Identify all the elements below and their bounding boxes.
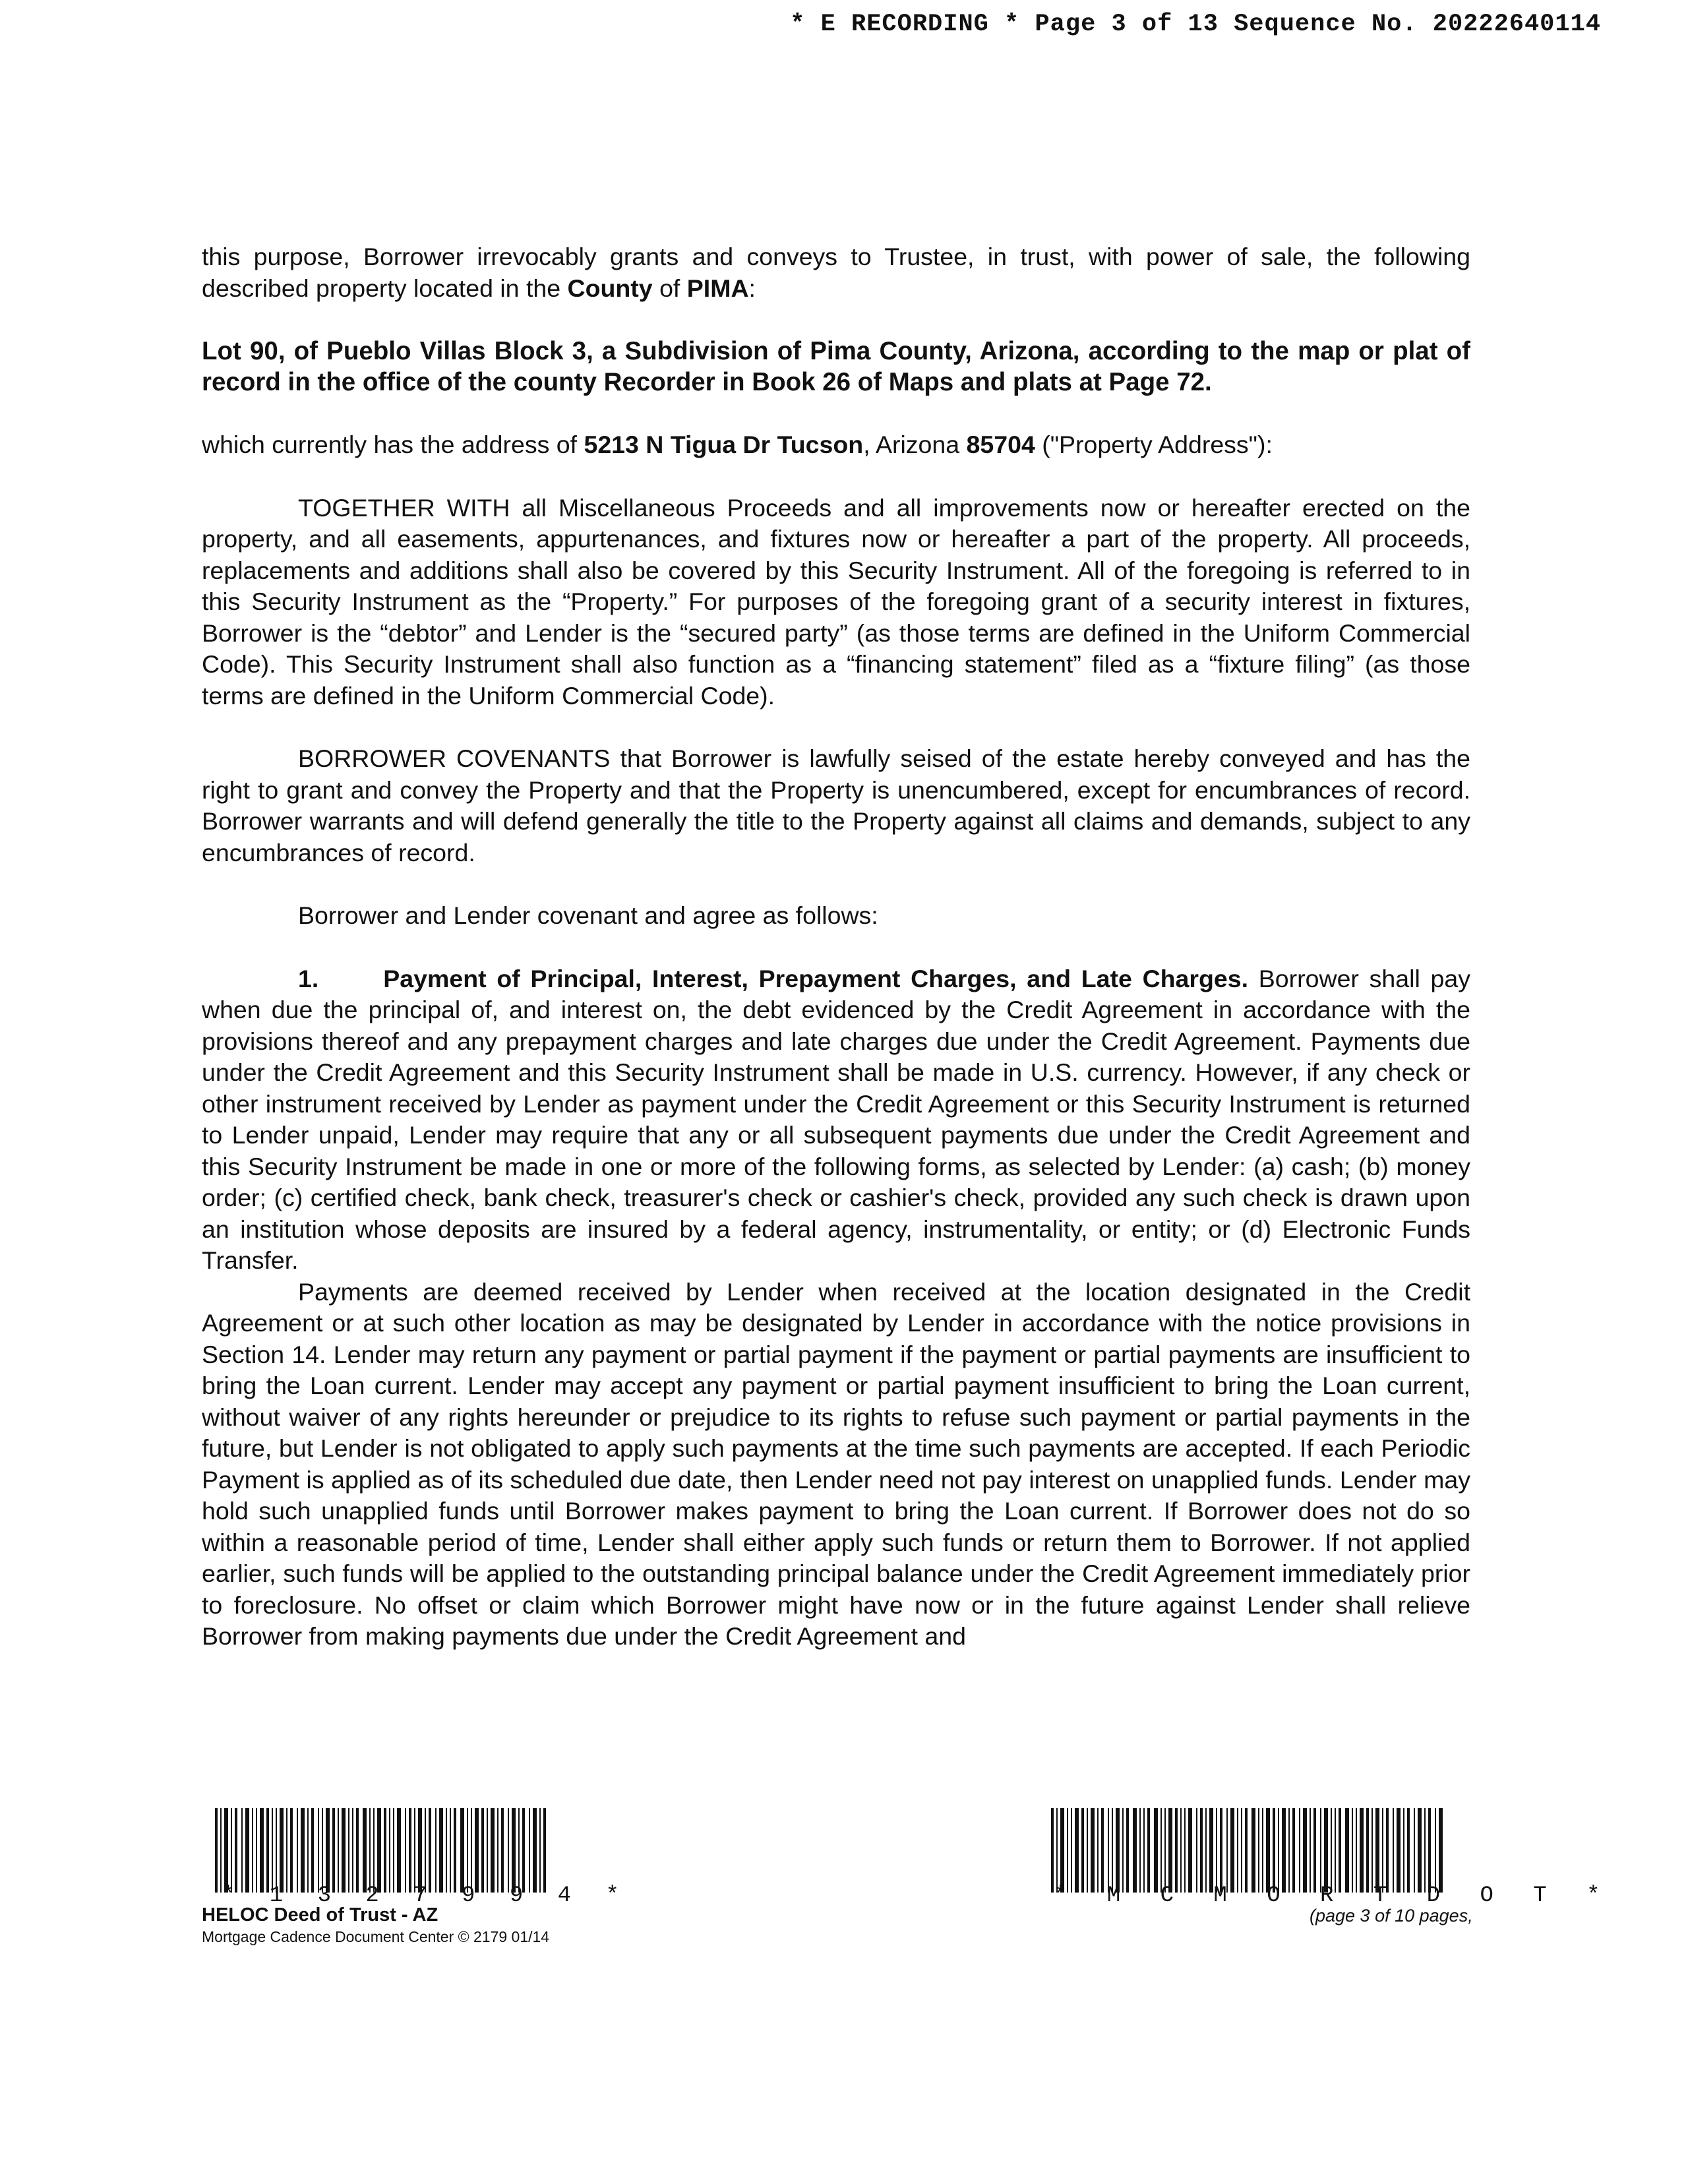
borrower-covenants-paragraph: BORROWER COVENANTS that Borrower is lawfully seised of the estate hereby conveyed and has the right to grant and convey the Property and that the Property is unencumbered, except for encumbrances of record. Borrower warrants and will defend generally the title to the Property against all claims and demands, subject to any encumbrances of record. <box>202 744 1470 866</box>
section-1-payments-paragraph: Payments are deemed received by Lender when received at the location designated in the Credit Agreement or at such other location as may be designated by Lender in accordance with the notice provisions in Section 14. Lender may return any payment or partial payment if the payment or partial payments are insufficient to bring the Loan current. Lender may accept any payment or partial payment insufficient to bring the Loan current, without waiver of any rights hereunder or prejudice to its rights to refuse such payment or partial payments in the future, but Lender is not obligated to apply such payments at the time such payments are accepted. If each Periodic Payment is applied as of its scheduled due date, then Lender need not pay interest on unapplied funds. Lender may hold such unapplied funds until Borrower makes payment to bring the Loan current. If Borrower does not do so within a reasonable period of time, Lender shall either apply such funds or return them to Borrower. If not applied earlier, such funds will be applied to the outstanding principal balance under the Credit Agreement immediately prior to foreclosure. No offset or claim which Borrower might have now or in the future against Lender shall relieve Borrower from making payments due under the Credit Agreement and <box>202 1277 1470 1650</box>
covenant-agree-line: Borrower and Lender covenant and agree as follows: <box>298 901 878 929</box>
barcode-left-digits: * 1 3 2 7 9 9 4 * <box>222 1883 630 1908</box>
section-1-title: Payment of Principal, Interest, Prepayment Charges, and Late Charges. <box>383 964 1249 992</box>
together-with-paragraph: TOGETHER WITH all Miscellaneous Proceeds and all improvements now or hereafter erected on the property, and all easements, appurtenances, and fixtures now or hereafter a part of the property. All proceeds, replacements and additions shall also be covered by this Security Instrument. All of the foregoing is referred to in this Security Instrument as the “Property.” For purposes of the foregoing grant of a security interest in fixtures, Borrower is the “debtor” and Lender is the “secured party” (as those terms are defined in the Uniform Commercial Code). This Security Instrument shall also function as a “financing statement” filed as a “fixture filing” (as those terms are defined in the Uniform Commercial Code). <box>202 493 1470 710</box>
page-count-note: (page 3 of 10 pages, <box>1310 1906 1473 1926</box>
barcode-right <box>1051 1808 1453 1894</box>
property-grant-paragraph: this purpose, Borrower irrevocably grants and conveys to Trustee, in trust, with power of sale, the following described property located in the County of PIMA: <box>202 243 1470 302</box>
form-title: HELOC Deed of Trust - AZ <box>202 1904 438 1926</box>
property-address-paragraph: which currently has the address of 5213 N Tigua Dr Tucson, Arizona 85704 ("Property Address"): <box>202 431 1273 458</box>
form-source: Mortgage Cadence Document Center © 2179 01/14 <box>202 1928 550 1945</box>
barcode-left <box>215 1808 551 1894</box>
section-1-paragraph: 1. Payment of Principal, Interest, Prepayment Charges, and Late Charges. Borrower shall pay when due the principal of, and interest on, the debt evidenced by the Credit Agreement in accordance with the provisions thereof and any prepayment charges and late charges due under the Credit Agreement. Payments due under the Credit Agreement and this Security Instrument shall be made in U.S. currency. However, if any check or other instrument received by Lender as payment under the Credit Agreement or this Security Instrument is returned to Lender unpaid, Lender may require that any or all subsequent payments due under the Credit Agreement and this Security Instrument be made in one or more of the following forms, as selected by Lender: (a) cash; (b) money order; (c) certified check, bank check, treasurer's check or cashier's check, provided any such check is drawn upon an institution whose deposits are insured by a federal agency, instrumentality, or entity; or (d) Electronic Funds Transfer. <box>202 964 1470 1274</box>
document-body <box>202 241 1470 1653</box>
legal-description: Lot 90, of Pueblo Villas Block 3, a Subdivision of Pima County, Arizona, according to the map or plat of record in the office of the county Recorder in Book 26 of Maps and plats at Page 72. <box>202 337 1470 396</box>
section-1-number: 1. <box>298 964 319 992</box>
recording-header: * E RECORDING * Page 3 of 13 Sequence No. 20222640114 <box>790 11 1601 38</box>
barcode-right-digits: * M C M O R T D O T * <box>1054 1883 1613 1908</box>
